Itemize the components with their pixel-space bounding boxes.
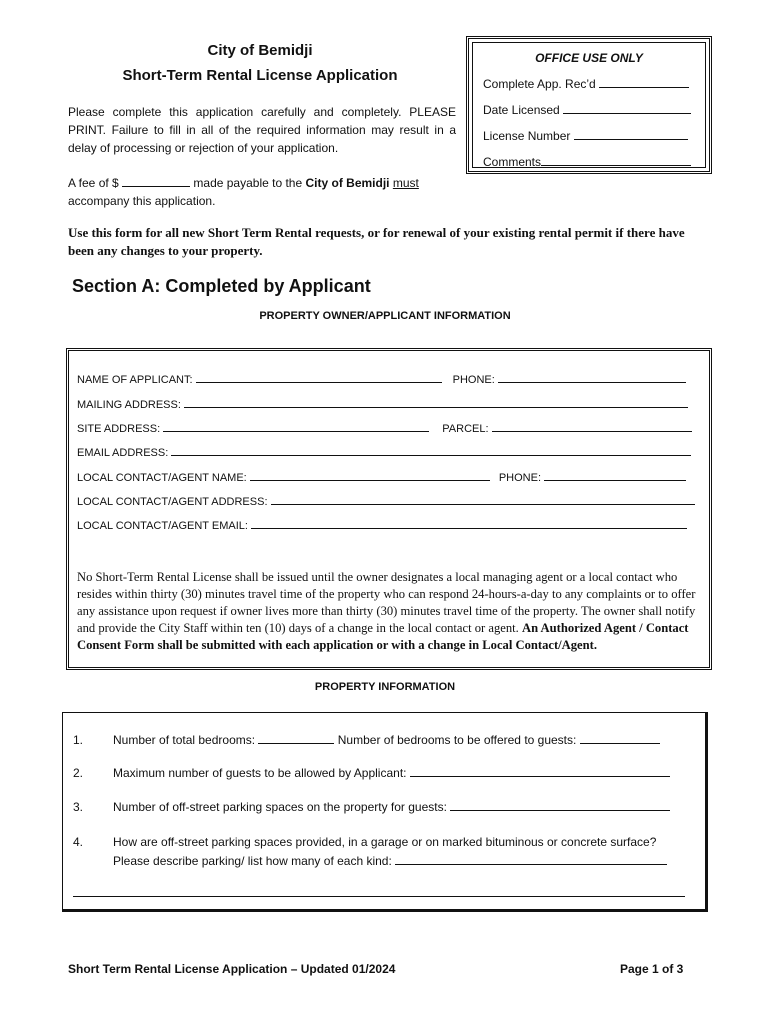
footer-form-name: Short Term Rental License Application – Updated 01/2024 <box>68 962 396 976</box>
max-guests-field[interactable] <box>410 765 670 777</box>
consent-form-note: An Authorized Agent / Contact Consent Form shall be submitted with each application or with a change in Local Contact/Agent. <box>77 621 689 652</box>
agent-name-field[interactable] <box>250 469 490 481</box>
complete-app-field[interactable] <box>599 76 689 88</box>
q2-number: 2. <box>73 766 84 780</box>
fee-prefix: A fee of $ <box>68 176 119 190</box>
usage-note: Use this form for all new Short Term Rental requests, or for renewal of your existing rental permit if there have been any changes to your property. <box>68 225 685 258</box>
parking-spaces-field[interactable] <box>450 799 670 811</box>
q1-row: Number of total bedrooms: Number of bedrooms to be offered to guests: <box>113 731 660 750</box>
agent-requirement-paragraph: No Short-Term Rental License shall be issued until the owner designates a local managing agent or a local contact who resides within thirty (30) minutes travel time of the property who can respond 24-hours-a-day to any complaints or to offer any assistance upon request if owner lives more than thirty (30) minutes travel time of the property. The owner shall notify and provide the City Staff within ten (10) days of a change in the local contact or agent. An Authorized Agent / Contact Consent Form shall be submitted with each application or with a change in Local Contact/Agent. <box>77 570 696 652</box>
parking-description-extra-line[interactable] <box>73 896 685 897</box>
mailing-address-row: MAILING ADDRESS: <box>77 396 688 412</box>
agent-phone-field[interactable] <box>544 469 686 481</box>
date-licensed-field[interactable] <box>563 102 691 114</box>
agent-email-row: LOCAL CONTACT/AGENT EMAIL: <box>77 517 687 533</box>
parcel-field[interactable] <box>492 420 692 432</box>
city-name: City of Bemidji <box>207 42 313 59</box>
parking-description-field[interactable] <box>395 853 667 865</box>
applicant-name-field[interactable] <box>196 371 442 383</box>
mailing-address-field[interactable] <box>184 396 688 408</box>
form-title-block <box>80 38 440 88</box>
q4-number: 4. <box>73 835 84 849</box>
q3-row: Number of off-street parking spaces on the property for guests: <box>113 798 670 817</box>
form-title: Short-Term Rental License Application <box>122 67 398 84</box>
office-line-date-licensed: Date Licensed <box>483 97 705 123</box>
comments-field[interactable] <box>541 154 691 166</box>
q4-row: How are off-street parking spaces provided, in a garage or on marked bituminous or concrete surface? Please describe parking/ list how many of each kind: <box>113 833 667 871</box>
fee-amount-field[interactable] <box>122 174 190 187</box>
office-line-complete-app: Complete App. Rec’d <box>483 71 705 97</box>
office-line-license-number: License Number <box>483 123 705 149</box>
agent-email-field[interactable] <box>251 517 687 529</box>
fee-suffix: accompany this application. <box>68 194 216 208</box>
guest-bedrooms-field[interactable] <box>580 732 660 744</box>
owner-info-heading: PROPERTY OWNER/APPLICANT INFORMATION <box>259 310 511 322</box>
fee-must: must <box>392 176 419 190</box>
agent-address-row: LOCAL CONTACT/AGENT ADDRESS: <box>77 493 695 509</box>
site-address-row: SITE ADDRESS: PARCEL: <box>77 420 692 436</box>
office-use-title: OFFICE USE ONLY <box>535 51 643 65</box>
q2-row: Maximum number of guests to be allowed by Applicant: <box>113 764 670 783</box>
applicant-phone-field[interactable] <box>498 371 686 383</box>
property-info-box <box>62 712 708 912</box>
property-info-heading: PROPERTY INFORMATION <box>314 681 456 693</box>
office-use-box <box>466 36 712 174</box>
email-address-row: EMAIL ADDRESS: <box>77 444 691 460</box>
site-address-field[interactable] <box>163 420 429 432</box>
license-number-field[interactable] <box>574 128 688 140</box>
agent-address-field[interactable] <box>271 493 695 505</box>
total-bedrooms-field[interactable] <box>258 732 334 744</box>
q3-number: 3. <box>73 800 84 814</box>
section-a-heading: Section A: Completed by Applicant <box>72 276 371 296</box>
applicant-name-row: NAME OF APPLICANT: PHONE: <box>77 371 686 387</box>
fee-statement <box>68 174 456 210</box>
intro-text: Please complete this application carefully and completely. PLEASE PRINT. Failure to fill in all of the required information may result in a delay of processing or rejection of your application. <box>68 105 456 155</box>
owner-info-box <box>66 348 712 670</box>
email-address-field[interactable] <box>171 444 691 456</box>
office-line-comments: Comments <box>483 149 705 175</box>
footer-page-number: Page 1 of 3 <box>620 962 684 976</box>
fee-middle: made payable to the <box>193 176 303 190</box>
agent-name-row: LOCAL CONTACT/AGENT NAME: PHONE: <box>77 469 686 485</box>
q1-number: 1. <box>73 733 84 747</box>
fee-city: City of Bemidji <box>305 176 390 190</box>
